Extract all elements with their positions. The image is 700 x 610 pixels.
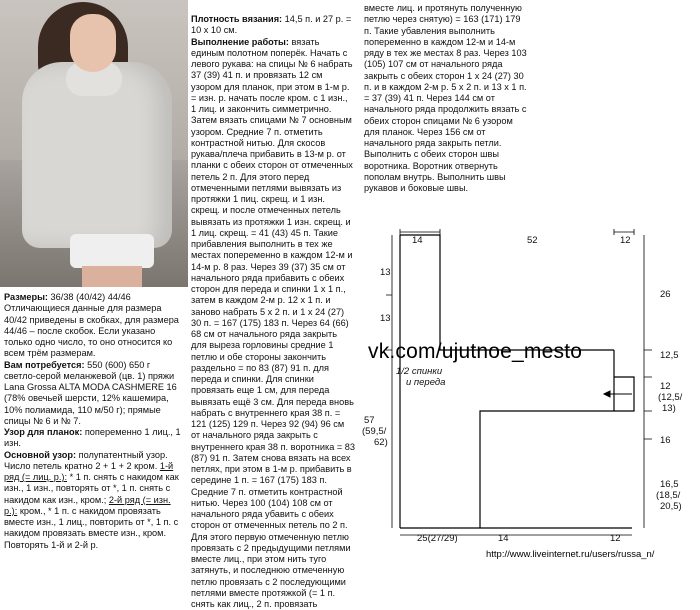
density-label: Плотность вязания: [191, 14, 282, 24]
text-column-1 [4, 292, 182, 551]
pattern-schema [362, 225, 700, 555]
plank-value: попеременно 1 лиц., 1 изн. [4, 427, 181, 448]
dim-underarm: 16 [660, 435, 671, 446]
model-photo [0, 0, 188, 287]
dim-sleeve-cuff-alt2: 13) [662, 403, 676, 414]
work-value: вязать единым полотном поперёк. Начать с левого рукава: на спицы № 6 набрать 37 (39) 41 п. и провязать 12 см узором для планок, при этом в 1-м р. = изн. р. начать после кром. с 1 изн., 1 лиц. и закончить симметрично. Затем вязать спицами № 7 основным узором. Средние 7 п. отметить контрастной нитью. Для скосов рукава/плеча прибавить в 13-м р. от планки с обеих сторон от отмеченных петель 2 п. Для этого перед отмеченными петлями вывязать из протяжки 1 пиц. скрещ. и 1 изн. скрещ. и после отмеченных петель вывязать из протяжки 1 изн. скрещ. и 1 лиц. скрещ. = 41 (43) 45 п. Такие прибавления выполнить в тех же местах попеременно в каждом 12-м и 14-м р. 8 раз. Через 39 (37) 35 см от начального ряда прибавить с обеих сторон для переда и спинки 1 х 1 п., затем в каждом 2-м р. 12 х 1 п. и заново набрать 5 х 2 п. и 1 х 24 (27) 30 п. = 167 (175) 183 п. Через 64 (66) 68 см от начального ряда закрыть для выреза горловины средние 1 петлю и обе стороны закончить раздельно = по 83 (87) 91 п. для переда и спинки. Для спинки провязать еще 1 см, для переда вывязать ещё 3 см. Для переда вновь набрать с внутреннего края 38 п. = 121 (125) 129 п. Через 92 (94) 96 см от начального ряда закрыть с внутреннего края 38 п. воротника = 83 (87) 91 п. Затем снова вязать на всех петлях, при этом в 1-м р. прибавить в середине 1 п. = 167 (175) 183 п. Средние 7 п. отметить контрастной нитью. Через 100 (104) 108 см от начального ряда убавить с обеих сторон от отмеченных петель по 2 п. Для этого первую отмеченную петлю провязать с 2 предыдущими петлями вместе лиц., при этом нить туго затянуть, и последнюю отмеченную петлю провязать с 2 последующими петлями вместе протяжкой (= 1 п. снять как лиц., 2 п. провязать [191, 37, 355, 610]
density-paragraph [191, 14, 355, 37]
row2-value: кром., * 1 п. с накидом провязать вместе изн., 1 лиц., повторить от *, 1 п. с накидом провязать вместе изн., кром. Повторять 1-й и 2-й р. [4, 506, 178, 550]
photo-skirt [70, 234, 154, 268]
sizes-note: Отличающиеся данные для размера 40/42 приведены в скобках, для размера 44/46 – после скобок. Если указано только одно число, то оно относится ко всем трём размерам. [4, 303, 182, 359]
density-value: 14,5 п. и 27 р. = 10 х 10 см. [191, 14, 351, 35]
dim-total-length: 52 [527, 235, 538, 246]
schema-arrow [604, 391, 632, 397]
dim-bottom-14: 14 [498, 533, 509, 544]
inner-label-2: и переда [406, 377, 445, 388]
main-pattern-label: Основной узор: [4, 450, 76, 460]
photo-face [70, 14, 116, 72]
row2-label: 2-й ряд (= изн. р.): [4, 495, 171, 516]
col3-paragraph: вместе лиц. и протянуть полученную петлю через снятую) = 163 (171) 179 п. Такие убавления выполнить попеременно в каждом 12-м и 14-м ряду в тех же местах 8 раз. Через 103 (105) 107 см от начального ряда закрыть с обеих сторон 1 х 24 (27) 30 п. и в каждом 2-м р. 5 х 2 п. и 13 х 1 п. = 37 (39) 41 п. Через 144 см от начального ряда продолжить вязать с обеих сторон спицами № 6 узором для планок. Через 156 см от начального ряда закрыть петли. Выполнить с обеих сторон швы воротника. Воротник отвернуть пополам внутрь. Выполнить швы рукавов и боковые швы. [364, 3, 528, 194]
dim-half-width-alt2: 62) [374, 437, 388, 448]
dim-sleeve-cuff: 12 [660, 381, 671, 392]
materials-label: Вам потребуется: [4, 360, 85, 370]
sizes-value: 36/38 (40/42) 44/46 [48, 292, 131, 302]
dim-half-width-alt: (59,5/ [362, 426, 387, 437]
row1-value: * 1 п. снять с накидом как изн., 1 изн., повторять от *, 1 п. снять с накидом как изн., кром.; [4, 472, 179, 505]
dim-sleeve-cuff-alt: (12,5/ [658, 392, 683, 403]
main-pattern-value: полупатентный узор. Число петель кратно 2 + 1 + 2 кром. [4, 450, 168, 471]
plank-label: Узор для планок: [4, 427, 82, 437]
footer-url[interactable]: http://www.liveinternet.ru/users/russa_n/ [486, 549, 654, 560]
dim-side-alt: (18,5/ [656, 490, 681, 501]
sizes-label: Размеры: [4, 292, 48, 302]
schema-neck-line [400, 235, 614, 350]
main-pattern-paragraph [4, 450, 182, 551]
materials-paragraph [4, 360, 182, 428]
text-column-3 [364, 3, 528, 194]
photo-legs [82, 266, 142, 287]
text-column-2 [191, 14, 355, 610]
dim-bottom-width: 25(27/29) [417, 533, 458, 544]
watermark: vk.com/ujutnoe_mesto [368, 340, 582, 364]
dim-bottom-12: 12 [610, 533, 621, 544]
work-paragraph [191, 37, 355, 610]
materials-value: 550 (600) 650 г светло-серой меланжевой (цв. 1) пряжи Lana Grossa ALTA MODA CASHMERE 16 (78% овечьей шерсти, 12% кашемира, 10% полиамида, 110 м/50 г); прямые спицы № 6 и № 7. [4, 360, 177, 426]
inner-label-1: 1/2 спинки [396, 366, 443, 377]
sizes-paragraph [4, 292, 182, 303]
work-label: Выполнение работы: [191, 37, 289, 47]
dim-shoulder: 26 [660, 289, 671, 300]
plank-paragraph [4, 427, 182, 450]
dim-neck-height-1: 13 [380, 267, 391, 278]
row1-label: 1-й ряд (= лиц. р.): [4, 461, 173, 482]
dim-neck-width: 14 [412, 235, 423, 246]
dim-neck-height-2: 13 [380, 313, 391, 324]
dim-cuff-width: 12 [620, 235, 631, 246]
dim-side: 16,5 [660, 479, 679, 490]
dim-sleeve-upper: 12,5 [660, 350, 679, 361]
dim-half-width: 57 [364, 415, 375, 426]
schema-underarm [480, 350, 614, 528]
dim-side-alt2: 20,5) [660, 501, 682, 512]
